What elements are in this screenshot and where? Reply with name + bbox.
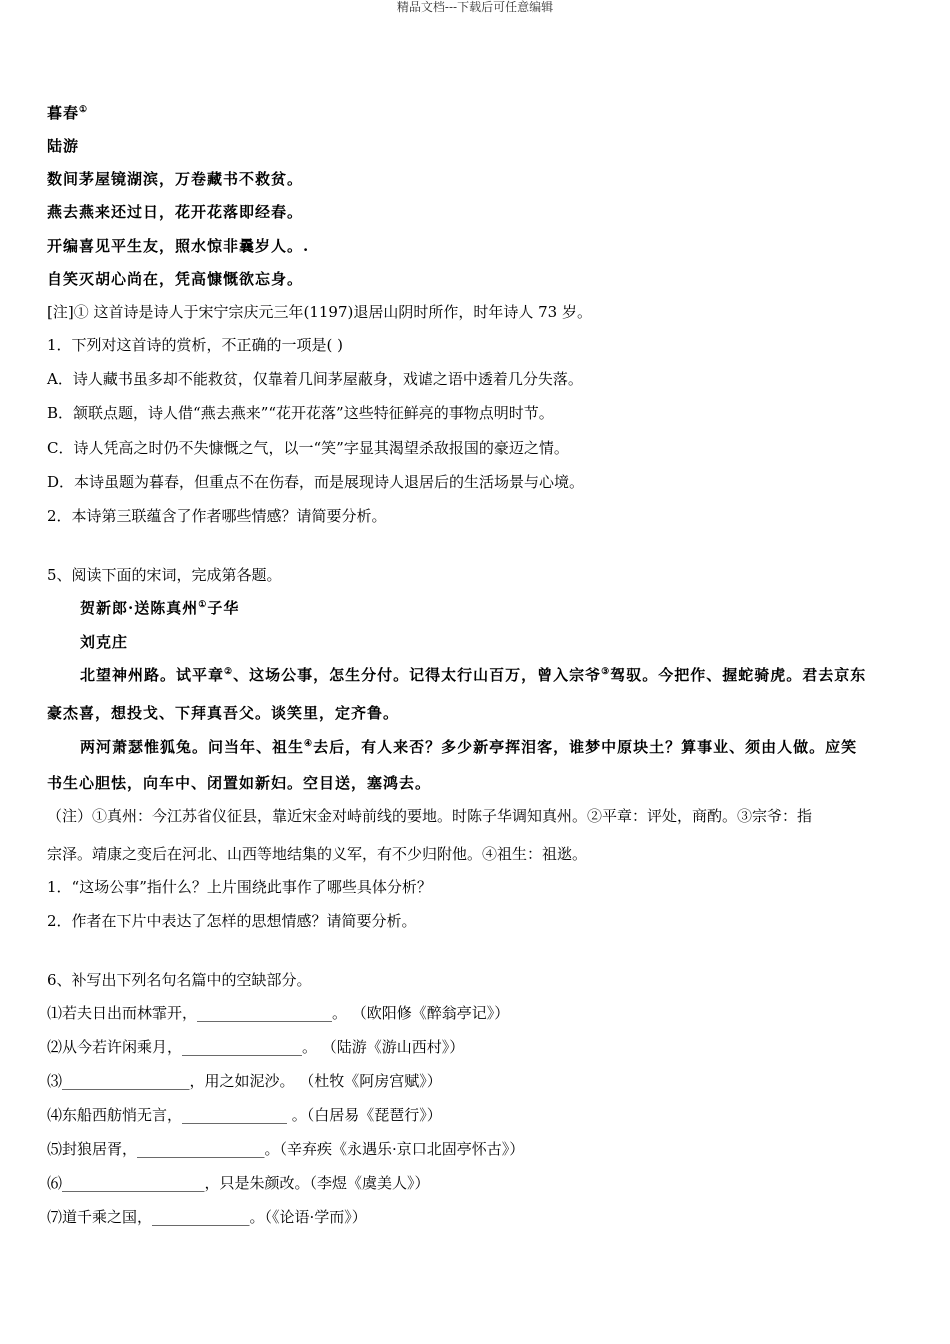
poem-title xyxy=(47,103,88,123)
ci-text: 去后，有人来否？多少新亭挥泪客，谁梦中原块土？算事业、须由人做。应笑 xyxy=(313,738,858,756)
ci-stanza1-line2: 豪杰喜，想投戈、下拜真吾父。谈笑里，定齐鲁。 xyxy=(47,704,400,722)
section-5-intro: 5、阅读下面的宋词，完成第各题。 xyxy=(47,566,282,584)
poem-author: 陆游 xyxy=(47,137,80,155)
question-4-2: 2．本诗第三联蕴含了作者哪些情感？请简要分析。 xyxy=(47,507,387,525)
ci-text: 、这场公事，怎生分付。记得太行山百万，曾入宗爷 xyxy=(233,666,602,684)
fill-item-7: ⑺道千乘之国，_____________。（《论语·学而》） xyxy=(47,1208,367,1226)
poem-line-1: 数间茅屋镜湖滨，万卷藏书不救贫。 xyxy=(47,170,304,188)
question-4-1: 1．下列对这首诗的赏析，不正确的一项是( ) xyxy=(47,336,344,354)
section-6-intro: 6、补写出下列名句名篇中的空缺部分。 xyxy=(47,971,312,989)
ci-title-note-mark: ① xyxy=(198,600,208,610)
poem-title-text: 暮春 xyxy=(47,104,80,122)
ci-stanza2-line2: 书生心胆怯，向车中、闭置如新妇。空目送，塞鸿去。 xyxy=(47,774,432,792)
fill-item-4: ⑷东船西舫悄无言，______________ 。（白居易《琵琶行》） xyxy=(47,1106,442,1124)
option-b: B．颔联点题，诗人借“燕去燕来”“花开花落”这些特征鲜亮的事物点明时节。 xyxy=(47,404,554,422)
ci-note-2: 宗泽。靖康之变后在河北、山西等地结集的义军，有不少归附他。④祖生：祖逖。 xyxy=(47,845,588,863)
ci-author: 刘克庄 xyxy=(80,633,129,651)
fill-item-1: ⑴若夫日出而林霏开，__________________。 （欧阳修《醉翁亭记》） xyxy=(47,1004,510,1022)
poem-title-note-mark: ① xyxy=(79,105,89,115)
question-5-1: 1．“这场公事”指什么？上片围绕此事作了哪些具体分析？ xyxy=(47,878,432,896)
ci-note-mark: ② xyxy=(224,667,234,677)
ci-title-b: 子华 xyxy=(207,599,240,617)
poem-note: [注]① 这首诗是诗人于宋宁宗庆元三年(1197)退居山阴时所作，时年诗人 73 岁。 xyxy=(47,303,592,321)
poem-line-2: 燕去燕来还过日，花开花落即经春。 xyxy=(47,203,304,221)
ci-note-mark: ④ xyxy=(304,739,314,749)
ci-text: 两河萧瑟惟狐兔。问当年、祖生 xyxy=(80,738,305,756)
ci-text: 驾驭。今把作、握蛇骑虎。君去京东 xyxy=(610,666,867,684)
ci-text: 北望神州路。试平章 xyxy=(80,666,225,684)
ci-title-a: 贺新郎·送陈真州 xyxy=(80,599,199,617)
poem-line-3: 开编喜见平生友，照水惊非曩岁人。. xyxy=(47,237,310,255)
page-header: 精品文档---下载后可任意编辑 xyxy=(396,0,554,14)
ci-title xyxy=(80,598,239,618)
question-5-2: 2．作者在下片中表达了怎样的思想情感？请简要分析。 xyxy=(47,912,417,930)
ci-note-mark: ③ xyxy=(601,667,611,677)
fill-item-5: ⑸封狼居胥，_________________。（辛弃疾《永遇乐·京口北固亭怀古》） xyxy=(47,1140,525,1158)
ci-note-1: （注）①真州：今江苏省仪征县，靠近宋金对峙前线的要地。时陈子华调知真州。②平章：评处，商酌。③宗爷：指 xyxy=(47,807,813,825)
ci-stanza1-line1 xyxy=(80,665,866,685)
ci-stanza2-line1 xyxy=(80,737,857,757)
poem-line-4: 自笑灭胡心尚在，凭高慷慨欲忘身。 xyxy=(47,270,304,288)
option-a: A．诗人藏书虽多却不能救贫，仅靠着几间茅屋蔽身，戏谑之语中透着几分失落。 xyxy=(47,370,583,388)
option-d: D．本诗虽题为暮春，但重点不在伤春，而是展现诗人退居后的生活场景与心境。 xyxy=(47,473,585,491)
fill-item-3: ⑶_________________，用之如泥沙。 （杜牧《阿房宫赋》） xyxy=(47,1072,442,1090)
fill-item-6: ⑹___________________，只是朱颜改。（李煜《虞美人》） xyxy=(47,1174,430,1192)
fill-item-2: ⑵从今若许闲乘月，________________。 （陆游《游山西村》） xyxy=(47,1038,465,1056)
option-c: C．诗人凭高之时仍不失慷慨之气，以一“笑”字显其渴望杀敌报国的豪迈之情。 xyxy=(47,439,569,457)
